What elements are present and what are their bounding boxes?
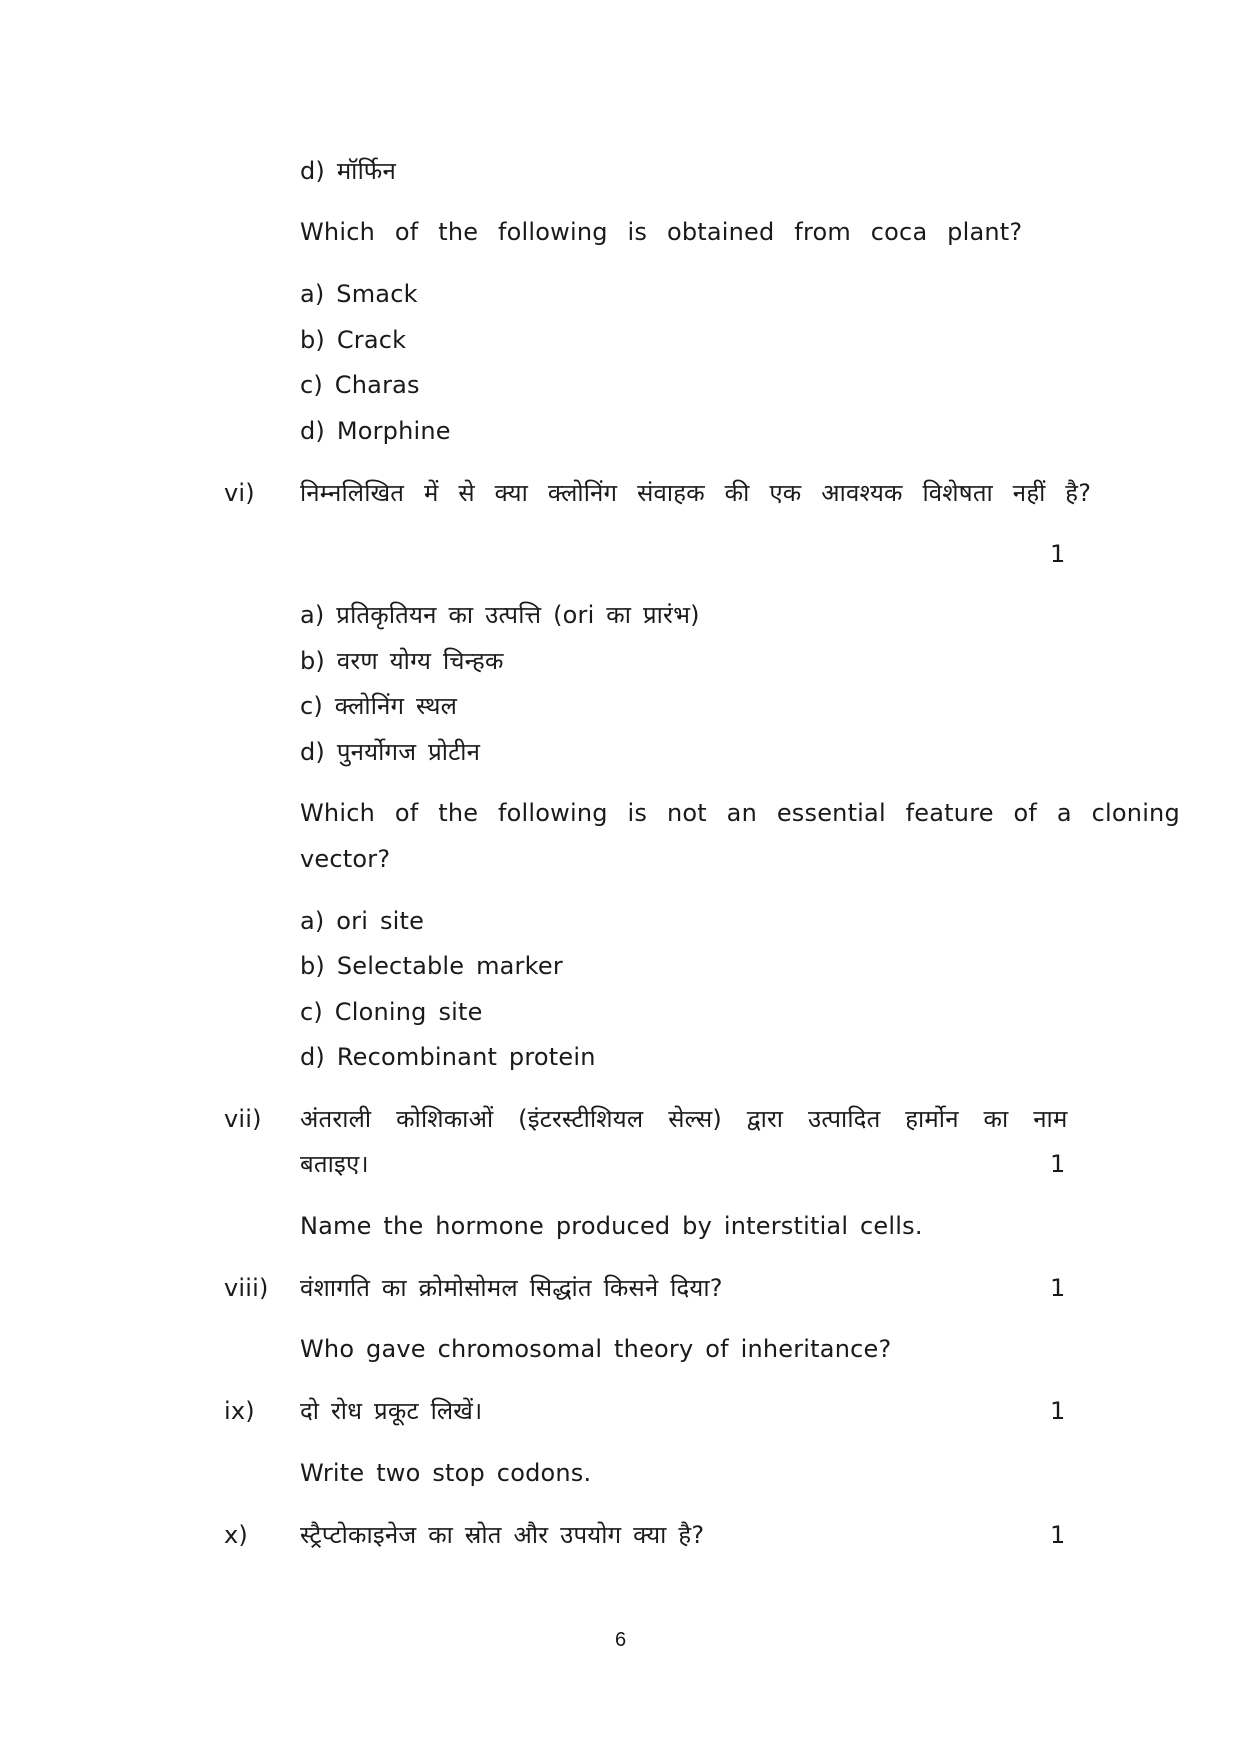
- q6-hindi-option-d: d) पुनर्योगज प्रोटीन: [300, 738, 481, 766]
- q5-option-b: b) Crack: [300, 326, 407, 354]
- q7-marks: 1: [1050, 1150, 1066, 1178]
- q9-question-english: Write two stop codons.: [300, 1459, 592, 1487]
- q6-question-hindi: निम्नलिखित में से क्या क्लोनिंग संवाहक की एक आवश्यक विशेषता नहीं है?: [300, 479, 1092, 507]
- q6-marks: 1: [1050, 540, 1066, 568]
- q10-question-hindi: स्ट्रैप्टोकाइनेज का स्रोत और उपयोग क्या है?: [300, 1521, 705, 1549]
- q9-number: ix): [224, 1397, 255, 1425]
- q6-option-a: a) ori site: [300, 907, 425, 935]
- q7-question-hindi-line2: बताइए।: [300, 1150, 369, 1178]
- q9-question-hindi: दो रोध प्रकूट लिखें।: [300, 1397, 483, 1425]
- q5-question-english: Which of the following is obtained from coca plant?: [300, 218, 1023, 246]
- q8-number: viii): [224, 1274, 269, 1302]
- q6-hindi-option-a: a) प्रतिकृतियन का उत्पत्ति (ori का प्रारंभ): [300, 601, 700, 629]
- q5-option-c: c) Charas: [300, 371, 420, 399]
- q6-hindi-option-c: c) क्लोनिंग स्थल: [300, 692, 458, 720]
- q10-marks: 1: [1050, 1521, 1066, 1549]
- q6-question-english-line1: Which of the following is not an essential feature of a cloning: [300, 799, 1180, 827]
- q8-question-hindi: वंशागति का क्रोमोसोमल सिद्धांत किसने दिया?: [300, 1274, 723, 1302]
- q9-marks: 1: [1050, 1397, 1066, 1425]
- q6-question-english-line2: vector?: [300, 845, 391, 873]
- q6-option-d: d) Recombinant protein: [300, 1043, 596, 1071]
- q5-option-d: d) Morphine: [300, 417, 451, 445]
- q10-number: x): [224, 1521, 248, 1549]
- q5-option-a: a) Smack: [300, 280, 418, 308]
- q6-option-c: c) Cloning site: [300, 998, 483, 1026]
- page-number: 6: [614, 1629, 627, 1651]
- q7-question-english: Name the hormone produced by interstitial cells.: [300, 1212, 923, 1240]
- q6-number: vi): [224, 479, 255, 507]
- q8-marks: 1: [1050, 1274, 1066, 1302]
- q8-question-english: Who gave chromosomal theory of inheritance?: [300, 1335, 892, 1363]
- q7-number: vii): [224, 1105, 262, 1133]
- q6-hindi-option-b: b) वरण योग्य चिन्हक: [300, 647, 504, 675]
- q6-option-b: b) Selectable marker: [300, 952, 563, 980]
- q7-question-hindi-line1: अंतराली कोशिकाओं (इंटरस्टीशियल सेल्स) द्वारा उत्पादित हार्मोन का नाम: [300, 1105, 1068, 1133]
- q5-hindi-option-d: d) मॉर्फिन: [300, 157, 397, 185]
